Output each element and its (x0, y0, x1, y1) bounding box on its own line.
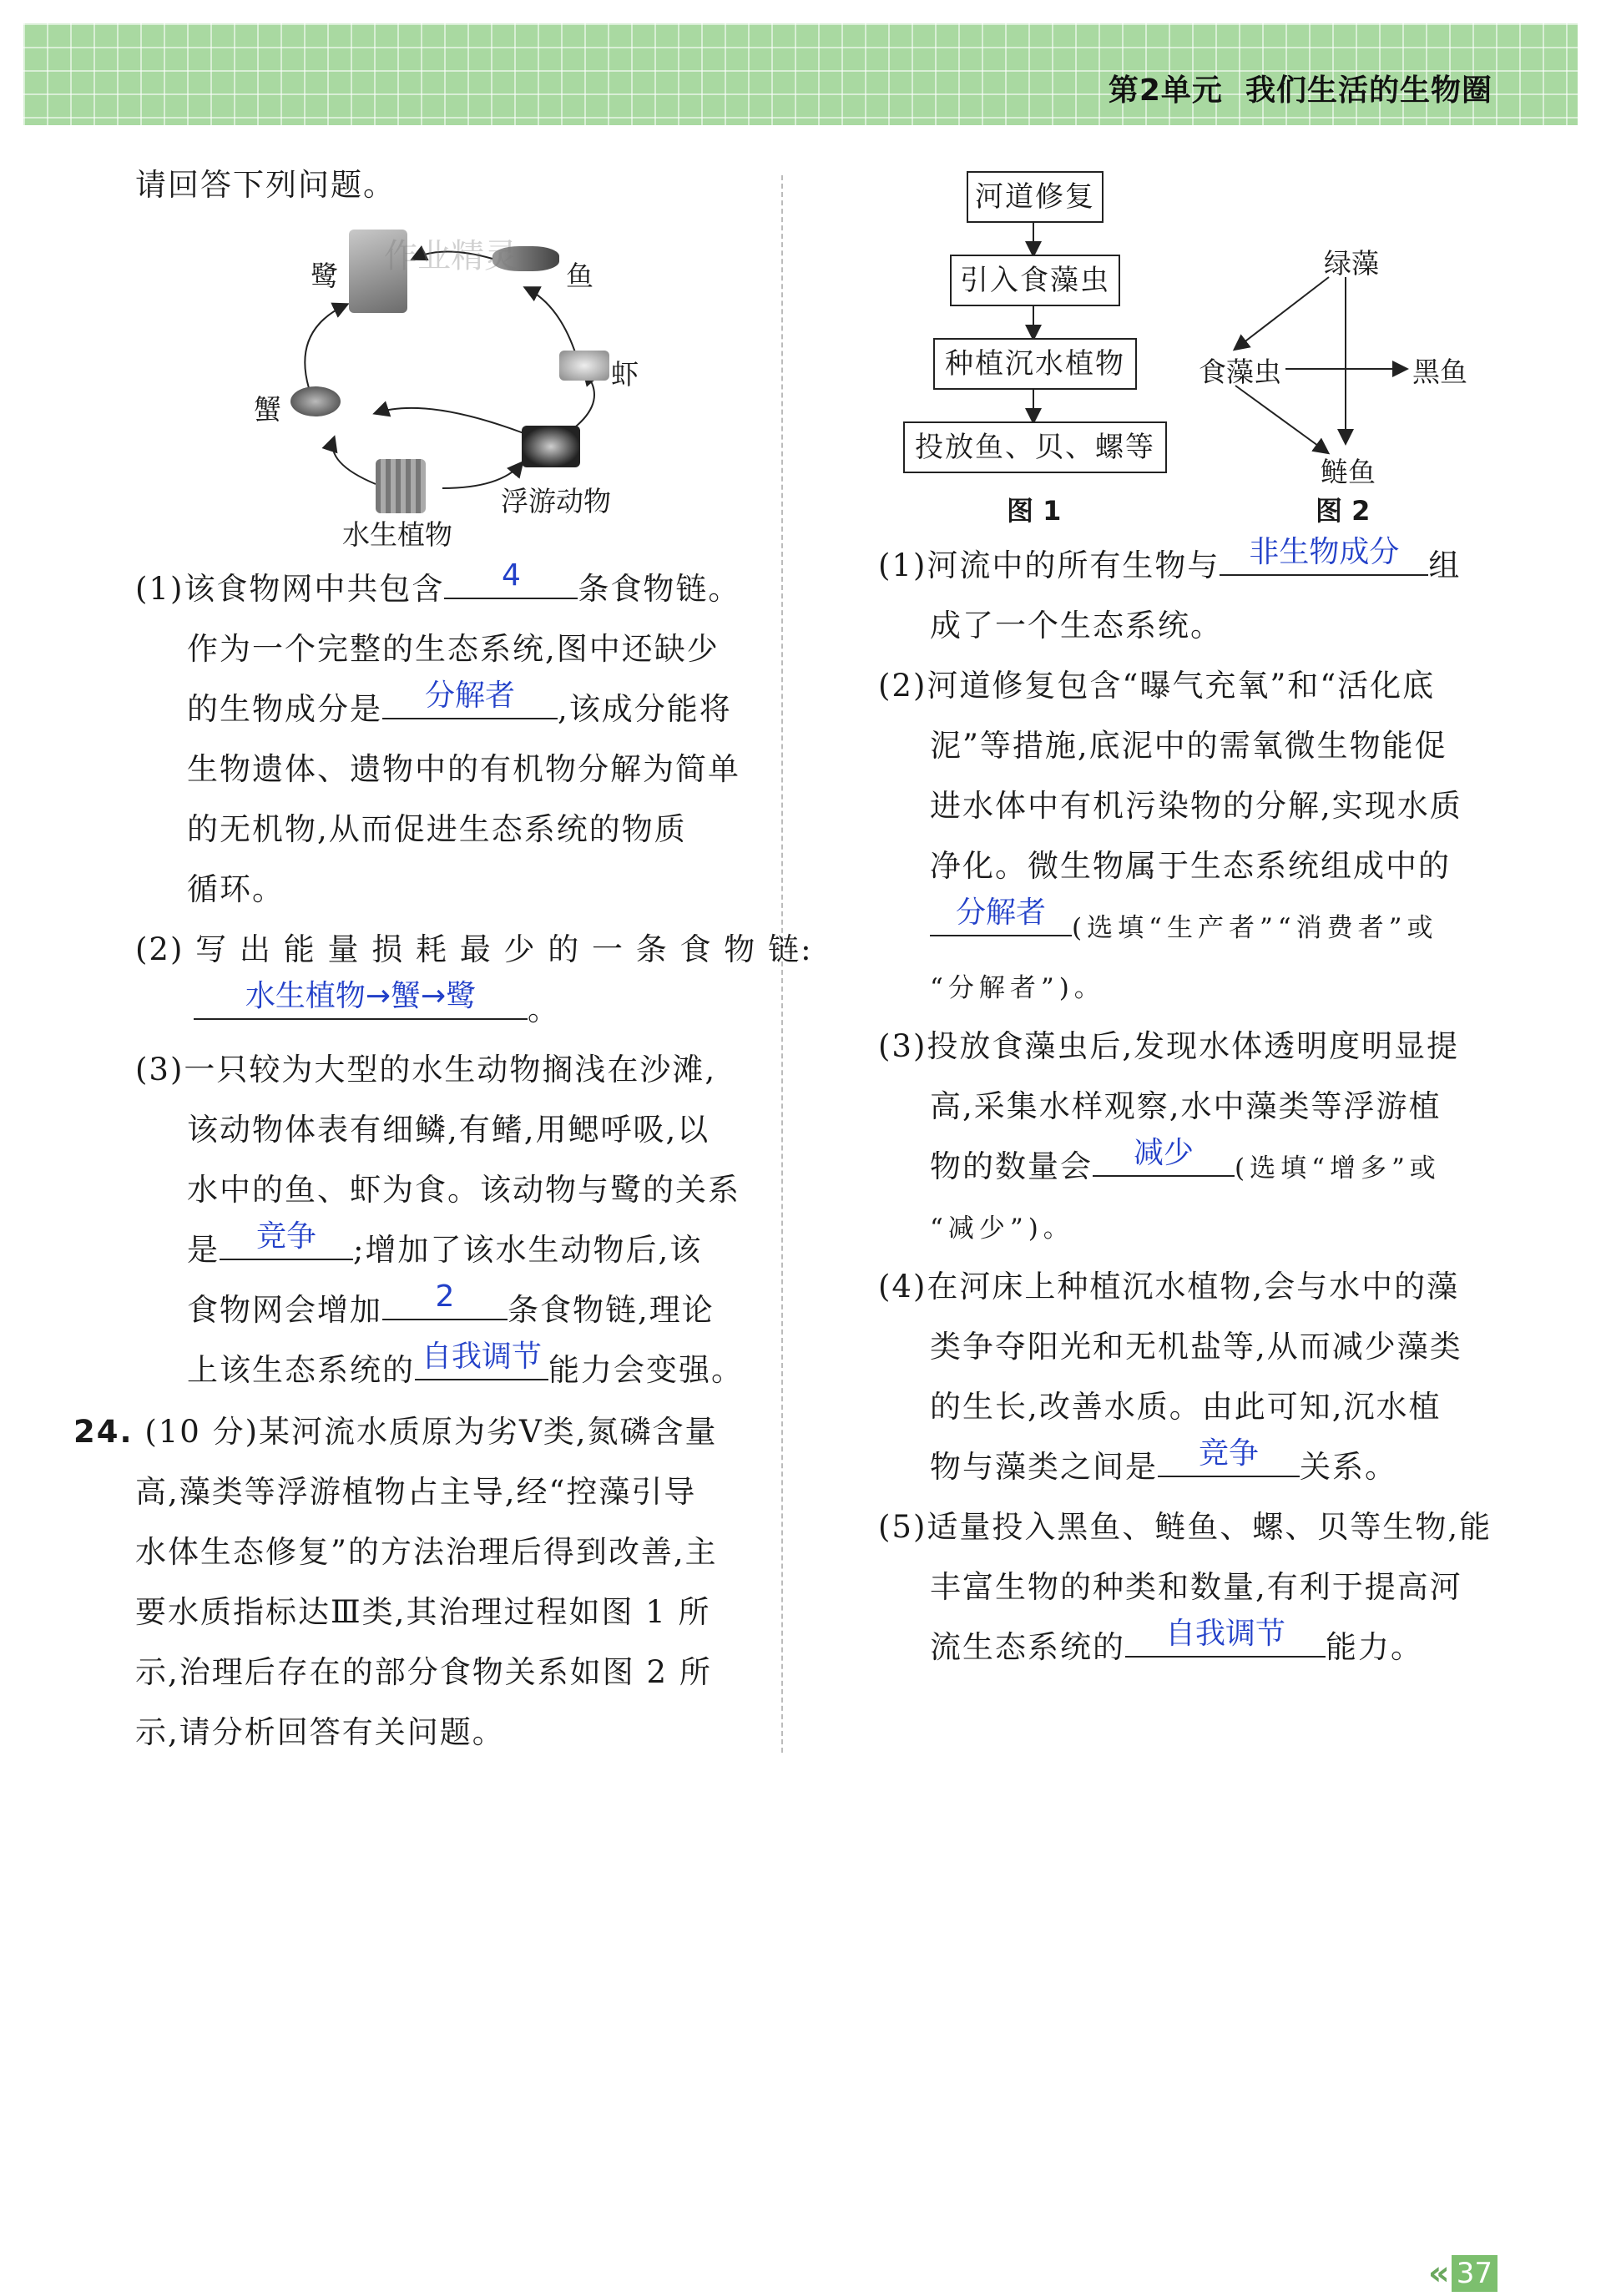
rq1-line-2: 成了一个生态系统。 (930, 608, 1223, 643)
q3-blank-2[interactable] (382, 1279, 508, 1320)
right-question-4 (878, 1257, 1462, 1497)
flow-step-2: 引入食藻虫 (950, 255, 1120, 306)
rq4-answer: 竞争 (1198, 1436, 1259, 1471)
right-question-1 (878, 536, 1461, 656)
node-green-algae: 绿藻 (1324, 247, 1379, 280)
q2-end: 。 (528, 992, 560, 1027)
page-number (1427, 2254, 1497, 2293)
figure-1-flowchart (910, 171, 1160, 522)
rq5-blank[interactable] (1125, 1619, 1326, 1658)
intro-text: 请回答下列问题。 (135, 167, 396, 203)
q3-answer-2: 2 (435, 1279, 455, 1314)
label-plant: 水生植物 (342, 518, 452, 551)
node-algae-eater: 食藻虫 (1199, 356, 1281, 388)
rq3-line-3a: 物的数量会 (930, 1148, 1093, 1184)
rq4-line-3: 的生长,改善水质。由此可知,沉水植 (930, 1389, 1442, 1425)
q3-blank-1[interactable] (220, 1219, 353, 1260)
q1-blank-1[interactable] (444, 558, 578, 599)
flow-step-1: 河道修复 (967, 171, 1104, 223)
q3-line-5a: 食物网会增加 (187, 1292, 382, 1328)
rq2-line-3: 进水体中有机污染物的分解,实现水质 (930, 788, 1462, 824)
q3-line-6b: 能力会变强。 (548, 1352, 744, 1388)
rq2-line-6: “分解者”)。 (930, 973, 1105, 1003)
right-question-5 (878, 1497, 1492, 1678)
plant-photo (376, 459, 426, 513)
q24-line-5: 示,治理后存在的部分食物关系如图 2 所 (135, 1654, 712, 1690)
q3-line-4a: 是 (187, 1232, 220, 1268)
rq2-answer: 分解者 (955, 896, 1046, 930)
question-2 (135, 920, 813, 1040)
q3-line-6a: 上该生态系统的 (187, 1352, 415, 1388)
q1-line-4: 生物遗体、遗物中的有机物分解为简单 (187, 751, 740, 787)
right-question-2 (878, 656, 1462, 1018)
label-crab: 蟹 (254, 393, 281, 426)
q24-line-6: 示,请分析回答有关问题。 (135, 1714, 505, 1750)
rq2-line-4: 净化。微生物属于生态系统组成中的 (930, 848, 1451, 884)
rq5-line-2: 丰富生物的种类和数量,有利于提高河 (930, 1569, 1462, 1605)
figure-1-caption: 图 1 (1007, 495, 1062, 527)
rq4-line-2: 类争夺阳光和无机盐等,从而减少藻类 (930, 1329, 1462, 1365)
rq2-line-5b: (选填“生产者”“消费者”或 (1072, 913, 1438, 943)
rq1-line-1b: 组 (1428, 548, 1462, 583)
q1-line-6: 循环。 (187, 871, 285, 907)
q3-line-2: 该动物体表有细鳞,有鳍,用鳃呼吸,以 (187, 1112, 710, 1148)
label-heron: 鹭 (311, 260, 338, 292)
shrimp-photo (559, 351, 609, 381)
rq3-blank[interactable] (1093, 1138, 1235, 1177)
rq1-blank[interactable] (1220, 537, 1428, 576)
rq1-line-1a: (1)河流中的所有生物与 (878, 548, 1220, 583)
rq5-line-3a: 流生态系统的 (930, 1629, 1125, 1665)
rq3-line-4: “减少”)。 (930, 1214, 1074, 1244)
rq3-line-2: 高,采集水样观察,水中藻类等浮游植 (930, 1088, 1442, 1124)
q24-line-4: 要水质指标达Ⅲ类,其治理过程如图 1 所 (135, 1594, 711, 1630)
q3-line-3: 水中的鱼、虾为食。该动物与鹭的关系 (187, 1172, 740, 1208)
figure-2-food-relations (1194, 242, 1486, 492)
q3-line-5b: 条食物链,理论 (508, 1292, 715, 1328)
q3-blank-3[interactable] (415, 1342, 548, 1380)
label-fish: 鱼 (566, 260, 593, 292)
q1-answer-2: 分解者 (424, 679, 515, 713)
q24-line-3: 水体生态修复”的方法治理后得到改善,主 (135, 1534, 718, 1570)
rq4-blank[interactable] (1158, 1436, 1300, 1477)
q3-line-4b: ;增加了该水生动物后,该 (353, 1232, 703, 1268)
page-number-value: 37 (1452, 2255, 1497, 2292)
rq3-line-3b: (选填“增多”或 (1235, 1153, 1441, 1183)
figure-2-caption: 图 2 (1316, 495, 1371, 527)
watermark: 作业精灵 (384, 237, 518, 275)
q3-line-1: (3)一只较为大型的水生动物搁浅在沙滩, (135, 1052, 717, 1087)
node-silver-carp: 鲢鱼 (1321, 456, 1376, 488)
question-1 (135, 559, 740, 920)
question-24 (73, 1402, 718, 1763)
unit-title: 第2单元 我们生活的生物圈 (1108, 73, 1492, 108)
rq5-line-3b: 能力。 (1326, 1629, 1423, 1665)
rq2-blank[interactable] (930, 898, 1072, 936)
question-3 (135, 1040, 744, 1400)
q1-line-2: 作为一个完整的生态系统,图中还缺少 (187, 631, 720, 667)
rq4-line-4b: 关系。 (1300, 1449, 1397, 1485)
rq3-answer: 减少 (1133, 1136, 1194, 1170)
right-question-3 (878, 1017, 1459, 1259)
food-web-figure (250, 213, 718, 551)
q24-line-2: 高,藻类等浮游植物占主导,经“控藻引导 (135, 1474, 697, 1510)
crab-photo (290, 386, 341, 416)
node-black-fish: 黑鱼 (1412, 356, 1467, 388)
q1-text-b: 条食物链。 (578, 571, 741, 607)
rq4-line-1: (4)在河床上种植沉水植物,会与水中的藻 (878, 1269, 1460, 1304)
rq5-answer: 自我调节 (1164, 1617, 1285, 1651)
label-plankton: 浮游动物 (501, 485, 611, 517)
rq5-line-1: (5)适量投入黑鱼、鲢鱼、螺、贝等生物,能 (878, 1509, 1492, 1545)
rq1-answer: 非生物成分 (1249, 535, 1400, 569)
rq4-line-4a: 物与藻类之间是 (930, 1449, 1158, 1485)
q1-line-5: 的无机物,从而促进生态系统的物质 (187, 811, 687, 847)
q24-number: 24. (73, 1414, 134, 1450)
q2-answer: 水生植物→蟹→鹭 (245, 979, 477, 1013)
q3-answer-1: 竞争 (255, 1219, 316, 1254)
flow-step-3: 种植沉水植物 (933, 338, 1137, 390)
flow-step-4: 投放鱼、贝、螺等 (903, 421, 1167, 473)
q1-answer-1: 4 (501, 558, 521, 593)
q3-answer-3: 自我调节 (421, 1340, 542, 1374)
q1-text-a: (1)该食物网中共包含 (135, 571, 445, 607)
q24-line-1: (10 分)某河流水质原为劣Ⅴ类,氮磷含量 (144, 1414, 718, 1450)
q1-blank-2[interactable] (382, 681, 558, 719)
rq3-line-1: (3)投放食藻虫后,发现水体透明度明显提 (878, 1028, 1460, 1064)
rq2-line-1: (2)河道修复包含“曝气充氧”和“活化底 (878, 668, 1436, 704)
plankton-photo (522, 426, 580, 467)
q1-line-3b: ,该成分能将 (558, 691, 732, 727)
rq2-line-2: 泥”等措施,底泥中的需氧微生物能促 (930, 728, 1447, 764)
q2-line-1: (2) 写 出 能 量 损 耗 最 少 的 一 条 食 物 链: (135, 931, 813, 967)
label-shrimp: 虾 (611, 358, 639, 391)
q2-blank[interactable] (194, 981, 528, 1020)
q1-line-3a: 的生物成分是 (187, 691, 382, 727)
chevron-left-icon: « (1427, 2254, 1450, 2293)
